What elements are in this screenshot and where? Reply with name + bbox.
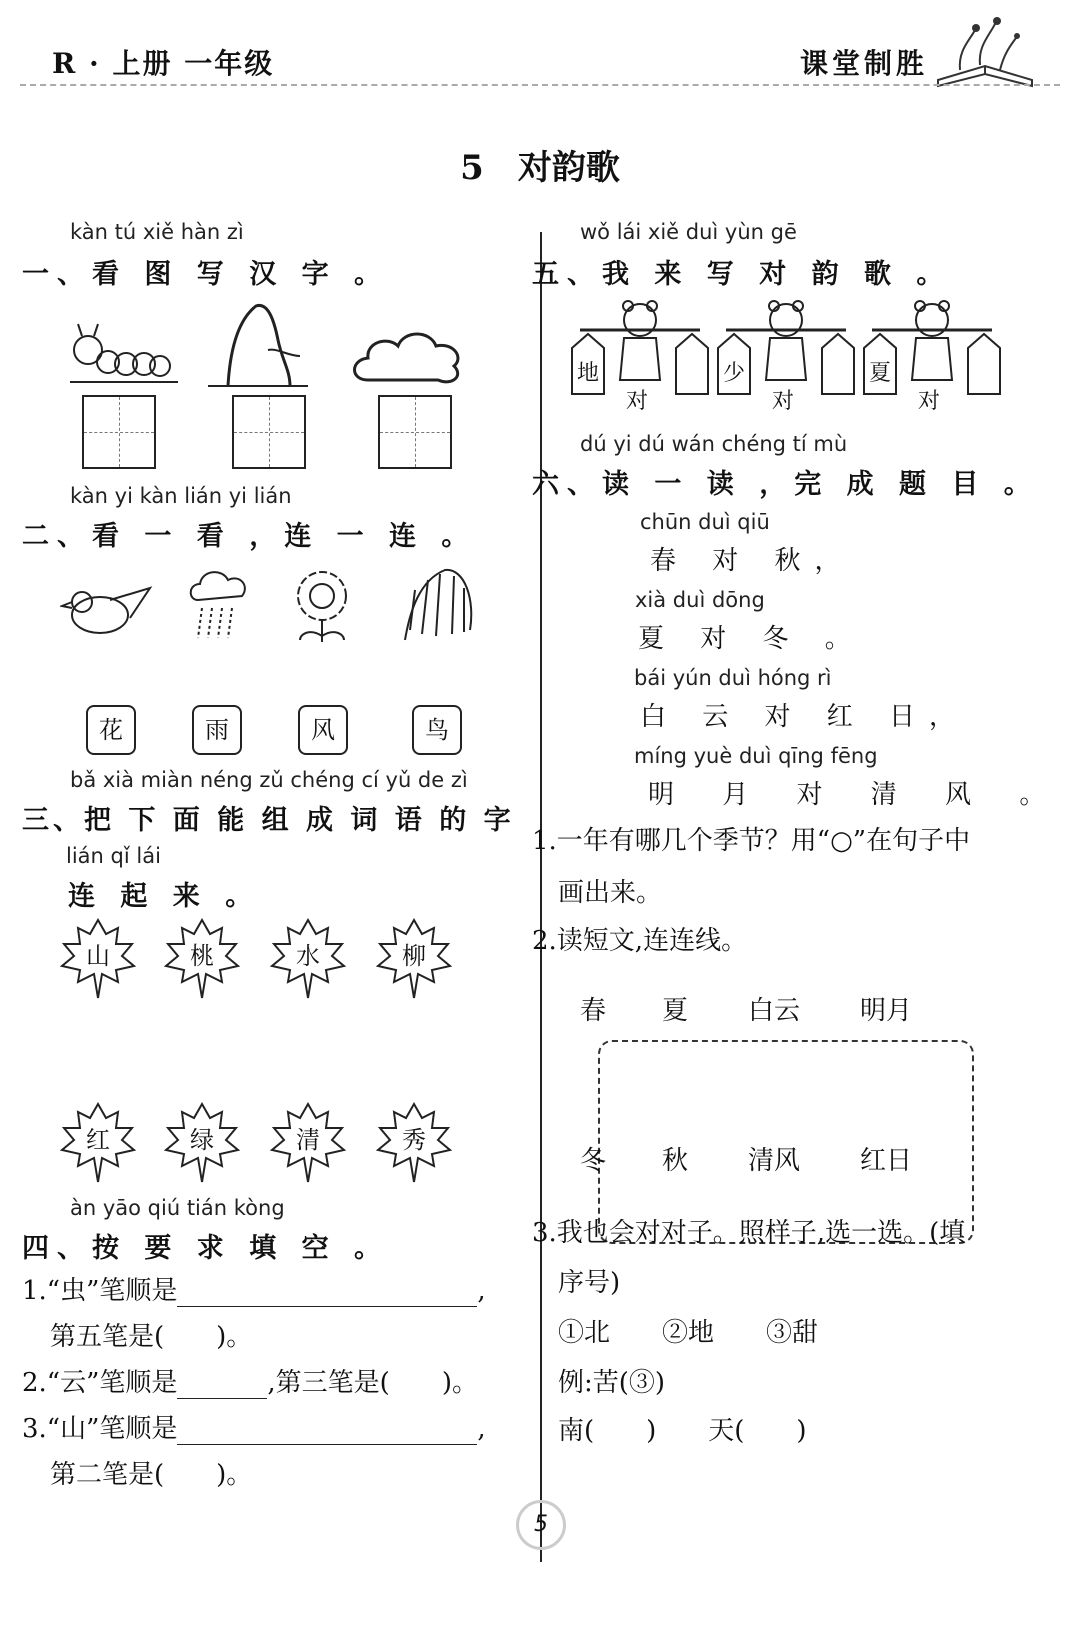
poem-py-3: bái yún duì hóng rì [634, 666, 832, 690]
leaf-row1-3[interactable] [268, 916, 348, 1000]
leaf-char: 桃 [190, 942, 214, 970]
poem-py-4: míng yuè duì qīng fēng [634, 744, 878, 768]
page-number: 5 [516, 1500, 566, 1550]
wind-tree-icon [405, 570, 471, 640]
match-bottom-3[interactable]: 清风 [748, 1146, 801, 1176]
s4-q3-blank[interactable] [177, 1414, 477, 1445]
poem-line-1: 春 对 秋， [650, 546, 855, 576]
leaf-row2-4[interactable] [374, 1100, 454, 1184]
s4-q3-line [22, 1408, 486, 1445]
couplet-answer-slot[interactable] [970, 352, 998, 392]
leaf-char: 柳 [402, 942, 426, 970]
page-title: 5 对韵歌 [460, 148, 620, 188]
picture-row-2 [60, 560, 490, 650]
s1-heading: 一、看 图 写 汉 字 。 [22, 259, 389, 290]
couplet-carrier-3 [862, 296, 1002, 416]
header-grade: R · 上册 一年级 [52, 47, 275, 80]
bird-icon [62, 588, 150, 633]
leaf-row2-2[interactable] [162, 1100, 242, 1184]
match-top-4[interactable]: 明月 [860, 996, 913, 1026]
s4-q2-third: ,第三笔是( )。 [267, 1368, 478, 1398]
s4-q2-line [22, 1362, 478, 1399]
s4-q2-blank[interactable] [177, 1368, 267, 1399]
s6-q2: 2.读短文,连连线。 [532, 926, 748, 956]
leaf-char: 红 [86, 1126, 110, 1154]
couplet-carrier-1 [570, 296, 710, 416]
poem-line-3: 白 云 对 红 日， [640, 702, 970, 732]
word-box-1[interactable]: 花 [86, 705, 136, 755]
couplet-left-char: 夏 [868, 361, 891, 386]
cloud-icon [355, 334, 458, 382]
match-bottom-2[interactable]: 秋 [662, 1146, 689, 1176]
s4-q2-prompt: 2.“云”笔顺是 [22, 1368, 178, 1398]
s4-q1-second: 第五笔是( )。 [50, 1322, 253, 1352]
s4-q3-prompt: 3.“山”笔顺是 [22, 1414, 178, 1444]
leaf-char: 清 [296, 1126, 320, 1154]
poem-line-2: 夏 对 冬 。 [638, 624, 865, 654]
couplet-left-char: 地 [576, 361, 599, 386]
match-top-1[interactable]: 春 [580, 996, 607, 1026]
couplet-answer-slot[interactable] [678, 352, 706, 392]
match-top-2[interactable]: 夏 [662, 996, 689, 1026]
s4-q3-second: 第二笔是( )。 [50, 1460, 253, 1490]
leaf-char: 绿 [190, 1126, 214, 1154]
s3-pinyin-1: bǎ xià miàn néng zǔ chéng cí yǔ de zì [70, 768, 468, 792]
s4-pinyin: àn yāo qiú tián kòng [70, 1196, 285, 1220]
leaf-row2-1[interactable] [58, 1100, 138, 1184]
s3-pinyin-2: lián qǐ lái [66, 844, 161, 868]
s1-pinyin: kàn tú xiě hàn zì [70, 220, 244, 244]
s6-pinyin: dú yi dú wán chéng tí mù [580, 432, 848, 456]
s6-options: ①北 ②地 ③甜 [558, 1318, 819, 1348]
s4-q1-comma: , [477, 1276, 486, 1306]
s6-q3-cont: 序号) [558, 1268, 621, 1298]
mountain-icon [208, 305, 308, 386]
leaf-row2-3[interactable] [268, 1100, 348, 1184]
flower-icon [298, 572, 346, 642]
leaf-row1-1[interactable] [58, 916, 138, 1000]
leaf-row1-2[interactable] [162, 916, 242, 1000]
s2-pinyin: kàn yi kàn lián yi lián [70, 484, 292, 508]
match-bottom-4[interactable]: 红日 [860, 1146, 913, 1176]
couplet-dui-label: 对 [626, 389, 649, 414]
s6-q1-cont: 画出来。 [558, 878, 663, 908]
s5-heading: 五、我 来 写 对 韵 歌 。 [532, 259, 952, 290]
writing-grid-2[interactable] [232, 395, 306, 469]
s5-pinyin: wǒ lái xiě duì yùn gē [580, 220, 797, 244]
header-series: 课堂制胜 [800, 47, 929, 80]
writing-grid-3[interactable] [378, 395, 452, 469]
leaf-char: 水 [296, 942, 320, 970]
couplet-answer-slot[interactable] [824, 352, 852, 392]
s6-example: 例:苦(③) [558, 1368, 666, 1398]
word-box-4[interactable]: 鸟 [412, 705, 462, 755]
leaf-char: 秀 [402, 1126, 426, 1154]
s4-heading: 四、按 要 求 填 空 。 [22, 1233, 389, 1264]
caterpillar-icon [70, 324, 178, 382]
writing-grid-1[interactable] [82, 395, 156, 469]
rain-icon [191, 572, 245, 638]
s2-heading: 二、看 一 看 ，连 一 连 。 [22, 521, 477, 552]
couplet-carrier-2 [716, 296, 856, 416]
s4-q3-comma: , [477, 1414, 486, 1444]
s3-heading-1: 三、把 下 面 能 组 成 词 语 的 字 [22, 805, 515, 836]
column-divider [540, 232, 542, 1562]
couplet-left-char: 少 [722, 361, 745, 386]
s6-heading: 六、读 一 读 ，完 成 题 目 。 [532, 469, 1039, 500]
couplet-dui-label: 对 [772, 389, 795, 414]
poem-py-2: xià duì dōng [635, 588, 765, 612]
s4-q1-line [22, 1270, 486, 1307]
leaf-char: 山 [86, 942, 110, 970]
poem-line-4: 明 月 对 清 风 。 [648, 780, 1066, 810]
match-top-3[interactable]: 白云 [748, 996, 801, 1026]
word-box-2[interactable]: 雨 [192, 705, 242, 755]
picture-row [68, 300, 478, 400]
s6-answer[interactable]: 南( ) 天( ) [558, 1416, 807, 1446]
word-box-3[interactable]: 风 [298, 705, 348, 755]
s4-q1-prompt: 1.“虫”笔顺是 [22, 1276, 178, 1306]
couplet-dui-label: 对 [918, 389, 941, 414]
book-logo-icon [930, 10, 1040, 90]
header-divider [20, 84, 1060, 86]
match-bottom-1[interactable]: 冬 [580, 1146, 607, 1176]
s3-heading-2: 连 起 来 。 [68, 881, 261, 912]
s6-q1: 1.一年有哪几个季节？用“○”在句子中 [532, 826, 971, 856]
s6-q3: 3.我也会对对子。照样子,选一选。(填 [532, 1218, 966, 1248]
poem-py-1: chūn duì qiū [640, 510, 770, 534]
s4-q1-blank[interactable] [177, 1276, 477, 1307]
leaf-row1-4[interactable] [374, 916, 454, 1000]
